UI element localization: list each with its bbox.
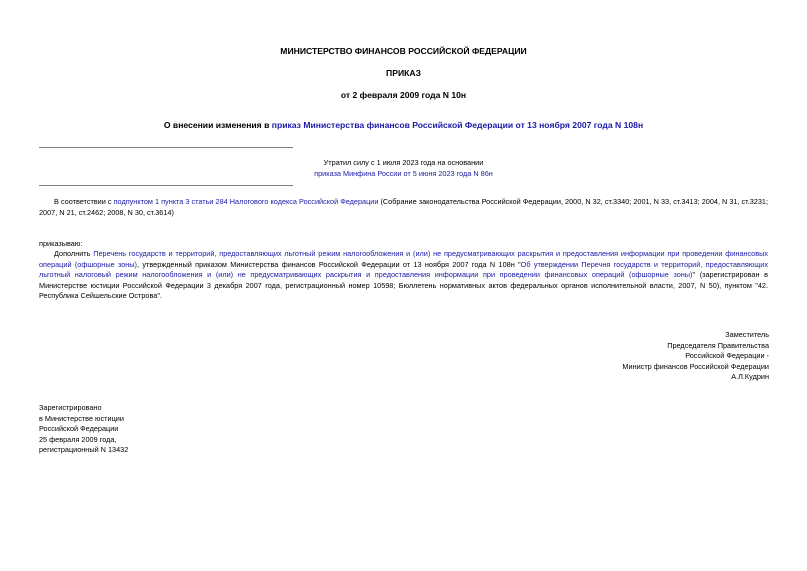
signature-block: [469, 330, 769, 383]
signature-line-2: Председателя Правительства: [667, 340, 769, 350]
preamble-link-tax-code[interactable]: подпунктом 1 пункта 3 статьи 284 Налогового кодекса Российской Федерации: [113, 197, 379, 206]
order-link-approval[interactable]: Об утверждении Перечня государств и территорий, предоставляющих льготный налоговый режим налогообложения и (или) не предусматривающих раскрытия и предоставления информации при проведении финансовых операций (офшорные зоны): [39, 259, 768, 280]
ministry-heading: МИНИСТЕРСТВО ФИНАНСОВ РОССИЙСКОЙ ФЕДЕРАЦИИ: [280, 46, 527, 56]
document-title: [0, 120, 807, 131]
registration-line-3: Российской Федерации: [39, 424, 119, 434]
registration-block: [39, 403, 239, 456]
signature-line-1: Заместитель: [725, 330, 769, 339]
notice-line-2: [0, 169, 807, 180]
preamble-paragraph: [39, 197, 768, 218]
order-suffix: " (зарегистрирован в Министерстве юстиции Российской Федерации 3 декабря 2007 года, регистрационный номер 10598; Бюллетень нормативных актов федеральных органов исполнительной власти, 2007, N 50), пунктом "42. Республика Сейшельские Острова".: [39, 270, 768, 301]
title-link-order-108n[interactable]: приказ Министерства финансов Российской Федерации от 13 ноября 2007 года N 108н: [271, 120, 644, 130]
order-mid: , утвержденный приказом Министерства финансов Российской Федерации от 13 ноября 2007 года N 108н ": [137, 259, 521, 269]
registration-line-1: Зарегистрировано: [39, 403, 102, 412]
preamble-suffix: (Собрание законодательства Российской Федерации, 2000, N 32, ст.3340; 2001, N 33, ст.3413; 2004, N 31, ст.3231; 2007, N 21, ст.2462; 2008, N 30, ст.3614): [39, 197, 769, 217]
notice-top-rule: [39, 147, 293, 148]
notice-link-order-86n[interactable]: приказа Минфина России от 5 июня 2023 года N 86н: [314, 169, 493, 178]
notice-line-1: Утратил силу с 1 июля 2023 года на основании: [323, 158, 484, 167]
registration-line-5: регистрационный N 13432: [39, 445, 129, 455]
title-prefix: О внесении изменения в: [163, 120, 272, 130]
order-link-list[interactable]: Перечень государств и территорий, предоставляющих льготный режим налогообложения и (или) не предусматривающих раскрытия и предоставления информации при проведении финансовых операций (офшорные зоны): [39, 249, 768, 269]
signature-line-3: Российской Федерации -: [685, 351, 769, 361]
order-prefix: Дополнить: [54, 249, 94, 258]
preamble-prefix: В соответствии с: [54, 197, 114, 206]
signature-name: А.Л.Кудрин: [731, 372, 769, 382]
order-paragraph: [39, 249, 768, 302]
order-prikazyvayu: приказываю:: [39, 239, 83, 248]
document-type: ПРИКАЗ: [386, 68, 421, 78]
notice-bottom-rule: [39, 185, 293, 186]
registration-line-2: в Министерстве юстиции: [39, 413, 124, 423]
document-date-number: от 2 февраля 2009 года N 10н: [340, 90, 467, 100]
signature-line-4: Министр финансов Российской Федерации: [622, 361, 769, 371]
registration-line-4: 25 февраля 2009 года,: [39, 434, 117, 444]
